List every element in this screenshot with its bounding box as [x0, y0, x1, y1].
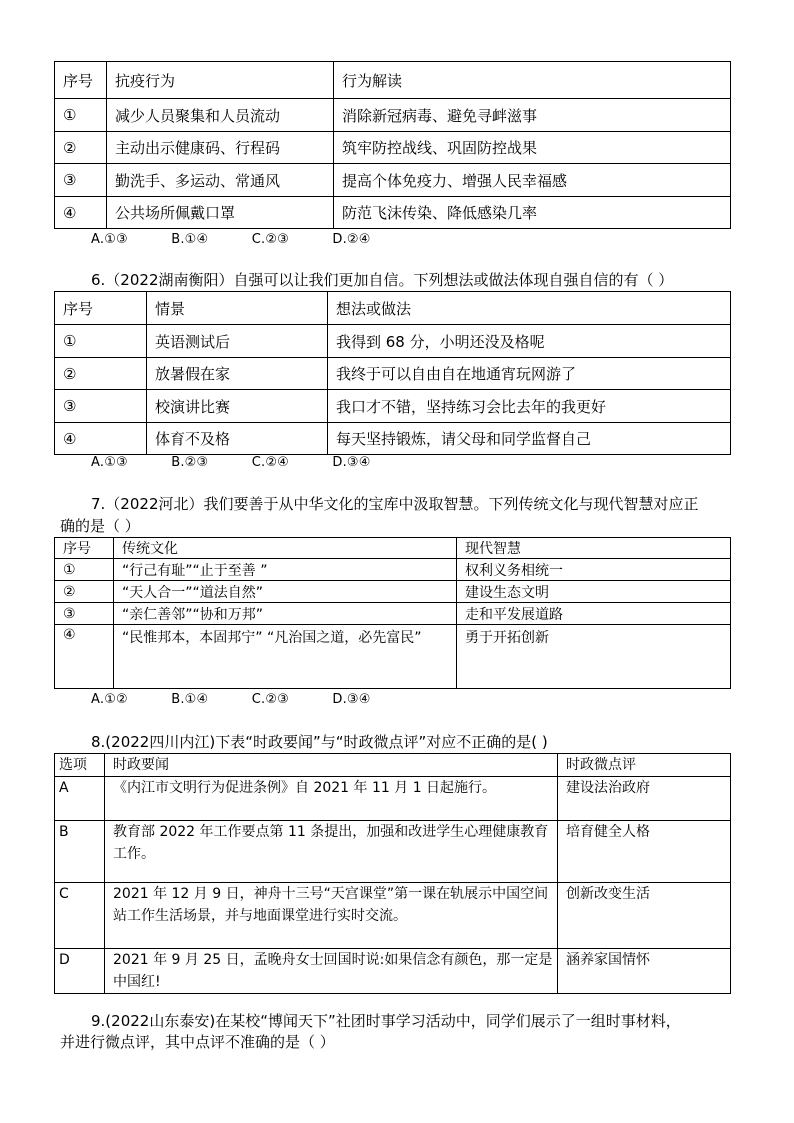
header-cell: 序号 [55, 62, 107, 99]
table-cell: ① [55, 325, 147, 358]
table-cell: 培育健全人格 [558, 821, 731, 883]
table-cell: ④ [55, 197, 107, 229]
table-cell: 校演讲比赛 [147, 390, 328, 423]
table-cell: ③ [55, 390, 147, 423]
table-cell: “天人合一”“道法自然” [114, 581, 457, 603]
table-cell: D [55, 949, 105, 994]
table-cell: A [55, 777, 105, 821]
table-cell: 勇于开拓创新 [457, 625, 731, 689]
table-cell: 体育不及格 [147, 423, 328, 455]
table-header-row [55, 62, 731, 99]
header-cell: 时政要闻 [105, 754, 558, 777]
table-cell: B [55, 821, 105, 883]
table-row [55, 390, 731, 423]
question-8-table [54, 753, 731, 994]
answer-options: A.①② B.①④ C.②③ D.③④ [91, 692, 371, 707]
question-9-stem-line-1: 9.(2022山东泰安)在某校“博闻天下”社团时事学习活动中，同学们展示了一组时事材料， [91, 1012, 681, 1030]
question-6-stem: 6.（2022湖南衡阳）自强可以让我们更加自信。下列想法或做法体现自强自信的有（ ） [91, 271, 674, 289]
table-row [55, 777, 731, 821]
table-cell: 建设法治政府 [558, 777, 731, 821]
table-row [55, 325, 731, 358]
header-cell: 传统文化 [114, 538, 457, 559]
table-cell: 我得到 68 分，小明还没及格呢 [328, 325, 731, 358]
table-cell: 走和平发展道路 [457, 603, 731, 625]
question-8-stem: 8.(2022四川内江)下表“时政要闻”与“时政微点评”对应不正确的是( ) [91, 733, 548, 751]
header-cell: 序号 [55, 538, 114, 559]
answer-options: A.①③ B.②③ C.②④ D.③④ [91, 455, 371, 470]
header-cell: 行为解读 [334, 62, 731, 99]
table-cell: 每天坚持锻炼，请父母和同学监督自己 [328, 423, 731, 455]
anti-epidemic-table [54, 61, 731, 229]
table-cell: 消除新冠病毒、避免寻衅滋事 [334, 99, 731, 132]
table-row [55, 559, 731, 581]
table-cell: ④ [55, 625, 114, 689]
table-cell: 公共场所佩戴口罩 [107, 197, 334, 229]
header-cell: 选项 [55, 754, 105, 777]
table-cell: “亲仁善邻”“协和万邦” [114, 603, 457, 625]
table-cell: ③ [55, 164, 107, 197]
table-cell: 我口才不错，坚持练习会比去年的我更好 [328, 390, 731, 423]
table-row [55, 358, 731, 390]
table-row [55, 821, 731, 883]
table-cell: 筑牢防控战线、巩固防控战果 [334, 132, 731, 164]
table-cell: 2021 年 12 月 9 日，神舟十三号“天宫课堂”第一课在轨展示中国空间站工作生活场景，并与地面课堂进行实时交流。 [105, 883, 558, 949]
table-row [55, 423, 731, 455]
table-row [55, 581, 731, 603]
table-cell: “民惟邦本，本固邦宁” “凡治国之道，必先富民” [114, 625, 457, 689]
table-header-row [55, 754, 731, 777]
table-cell: 勤洗手、多运动、常通风 [107, 164, 334, 197]
table-cell: ② [55, 358, 147, 390]
table-cell: 创新改变生活 [558, 883, 731, 949]
table-row [55, 132, 731, 164]
table-cell: 英语测试后 [147, 325, 328, 358]
table-cell: 建设生态文明 [457, 581, 731, 603]
table-row [55, 949, 731, 994]
table-cell: 《内江市文明行为促进条例》自 2021 年 11 月 1 日起施行。 [105, 777, 558, 821]
table-cell: 主动出示健康码、行程码 [107, 132, 334, 164]
table-row [55, 603, 731, 625]
table-row [55, 883, 731, 949]
table-cell: 2021 年 9 月 25 日，孟晚舟女士回国时说:如果信念有颜色，那一定是中国红! [105, 949, 558, 994]
table-cell: 我终于可以自由自在地通宵玩网游了 [328, 358, 731, 390]
table-row [55, 625, 731, 689]
table-cell: C [55, 883, 105, 949]
table-cell: 教育部 2022 年工作要点第 11 条提出，加强和改进学生心理健康教育工作。 [105, 821, 558, 883]
table-cell: ② [55, 132, 107, 164]
table-cell: 权利义务相统一 [457, 559, 731, 581]
table-cell: ① [55, 559, 114, 581]
table-cell: 提高个体免疫力、增强人民幸福感 [334, 164, 731, 197]
table-row [55, 164, 731, 197]
table-cell: ④ [55, 423, 147, 455]
table-row [55, 99, 731, 132]
answer-options: A.①③ B.①④ C.②③ D.②④ [91, 232, 371, 247]
question-9-stem-line-2: 并进行微点评，其中点评不准确的是（ ） [60, 1033, 335, 1051]
header-cell: 抗疫行为 [107, 62, 334, 99]
table-cell: 减少人员聚集和人员流动 [107, 99, 334, 132]
header-cell: 现代智慧 [457, 538, 731, 559]
table-cell: 放暑假在家 [147, 358, 328, 390]
table-cell: ① [55, 99, 107, 132]
table-cell: 涵养家国情怀 [558, 949, 731, 994]
question-7-table [54, 537, 731, 689]
header-cell: 想法或做法 [328, 292, 731, 325]
table-cell: 防范飞沫传染、降低感染几率 [334, 197, 731, 229]
header-cell: 情景 [147, 292, 328, 325]
table-cell: “行己有耻”“止于至善 ” [114, 559, 457, 581]
table-header-row [55, 538, 731, 559]
table-cell: ③ [55, 603, 114, 625]
table-cell: ② [55, 581, 114, 603]
header-cell: 序号 [55, 292, 147, 325]
table-header-row [55, 292, 731, 325]
header-cell: 时政微点评 [558, 754, 731, 777]
question-6-table [54, 291, 731, 455]
question-7-stem-line-2: 确的是（ ） [60, 517, 140, 535]
table-row [55, 197, 731, 229]
question-7-stem-line-1: 7.（2022河北）我们要善于从中华文化的宝库中汲取智慧。下列传统文化与现代智慧对应正 [91, 495, 699, 513]
